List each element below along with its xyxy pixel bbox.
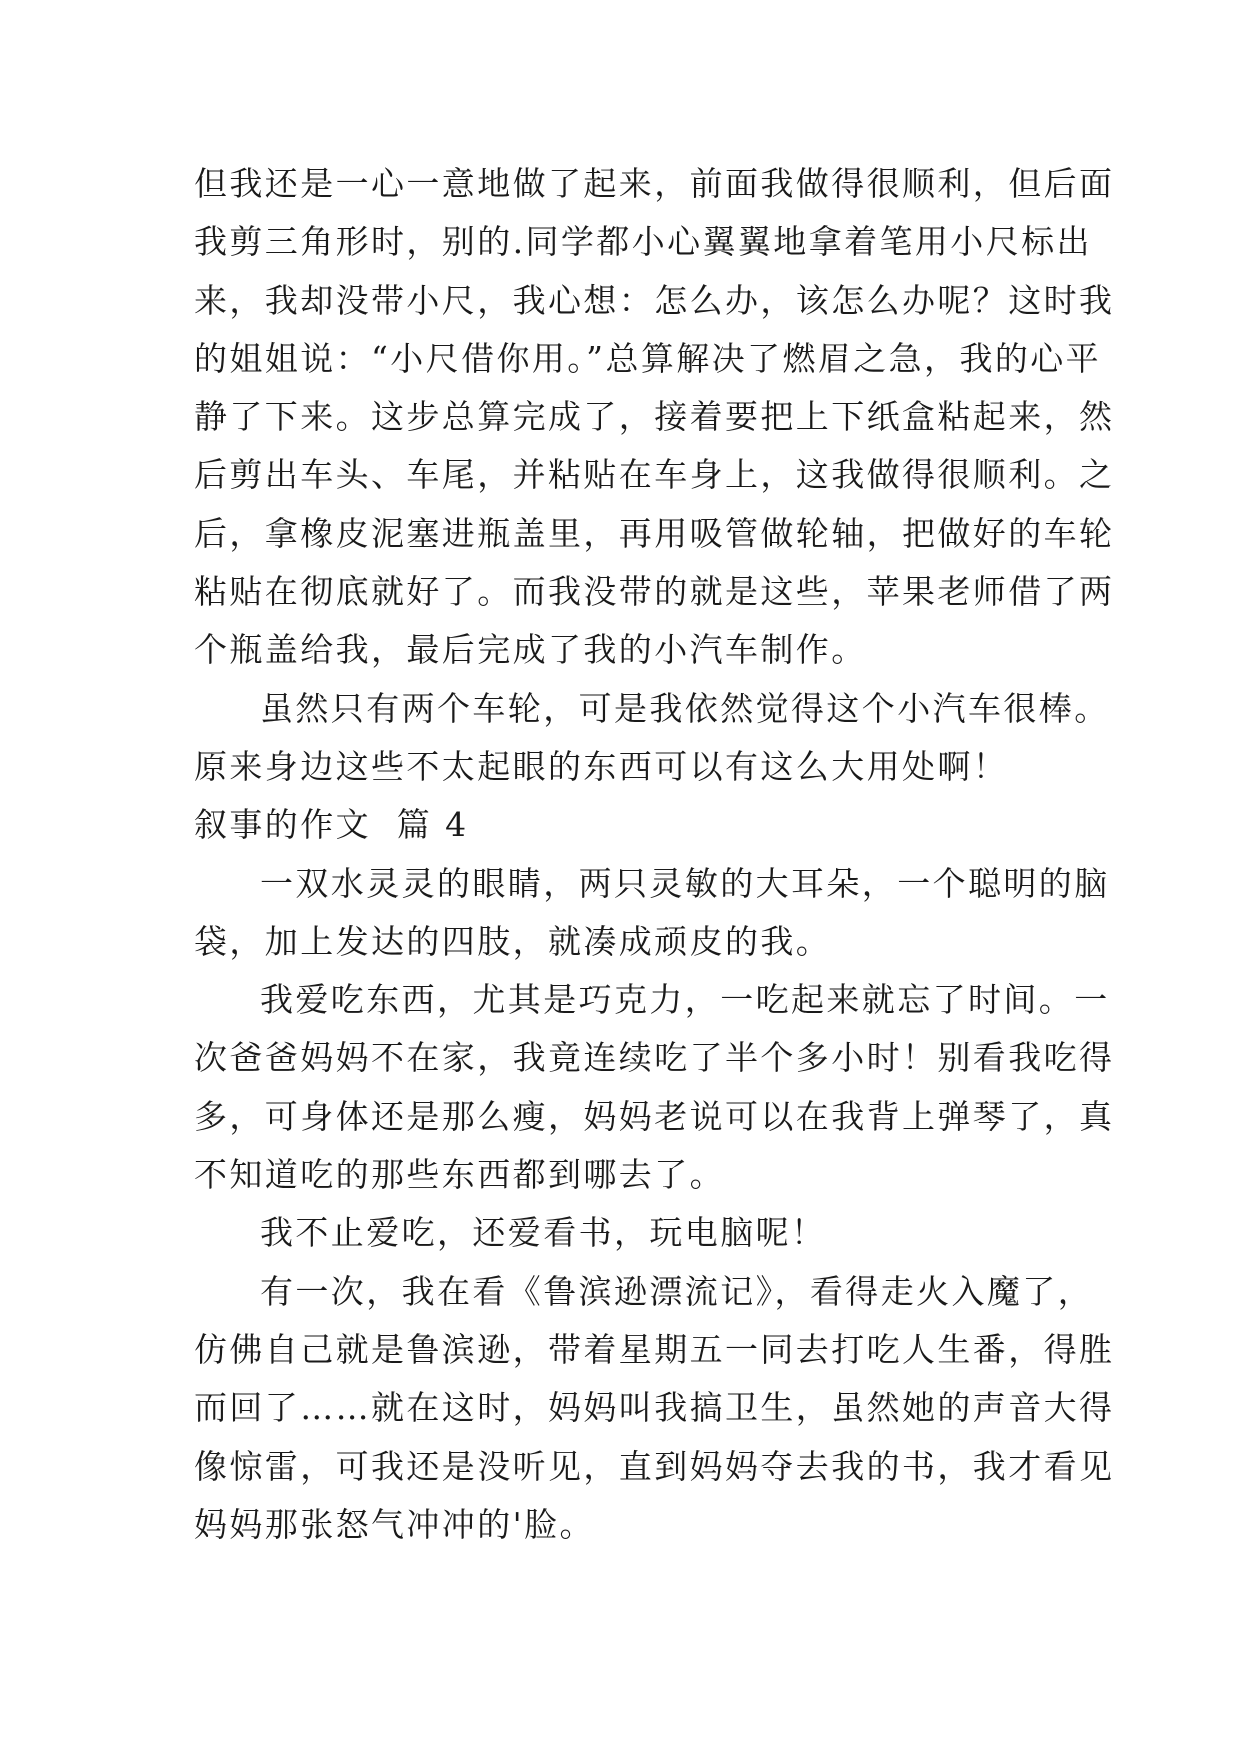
text-line: 静了下来。这步总算完成了，接着要把上下纸盒粘起来，然 xyxy=(194,397,1115,437)
text-line: 但我还是一心一意地做了起来，前面我做得很顺利，但后面 xyxy=(194,164,1115,203)
text-line: 后，拿橡皮泥塞进瓶盖里，再用吸管做轮轴，把做好的车轮 xyxy=(194,513,1115,553)
text-line: 不知道吃的那些东西都到哪去了。 xyxy=(194,1155,725,1195)
text-line: 袋，加上发达的四肢，就凑成顽皮的我。 xyxy=(194,921,832,961)
paragraph-start-line: 一双水灵灵的眼睛，两只灵敏的大耳朵，一个聪明的脑 xyxy=(260,863,1110,903)
text-line: 来，我却没带小尺，我心想：怎么办，该怎么办呢？这时我 xyxy=(194,280,1115,320)
text-line: 后剪出车头、车尾，并粘贴在车身上，这我做得很顺利。之 xyxy=(194,455,1115,495)
text-line: 个瓶盖给我，最后完成了我的小汽车制作。 xyxy=(194,630,867,670)
paragraph-start-line: 我不止爱吃，还爱看书，玩电脑呢！ xyxy=(260,1213,827,1253)
section-heading: 叙事的作文 篇 4 xyxy=(194,805,469,845)
text-line: 的姐姐说：“小尺借你用。”总算解决了燃眉之急，我的心平 xyxy=(194,338,1102,378)
text-line: 原来身边这些不太起眼的东西可以有这么大用处啊！ xyxy=(194,746,1009,786)
text-line: 我剪三角形时，别的.同学都小心翼翼地拿着笔用小尺标出 xyxy=(194,222,1092,262)
text-line: 粘贴在彻底就好了。而我没带的就是这些，苹果老师借了两 xyxy=(194,572,1115,612)
paragraph-start-line: 我爱吃东西，尤其是巧克力，一吃起来就忘了时间。一 xyxy=(260,980,1110,1020)
text-line: 次爸爸妈妈不在家，我竟连续吃了半个多小时！别看我吃得 xyxy=(194,1038,1115,1078)
text-line: 仿佛自己就是鲁滨逊，带着星期五一同去打吃人生番，得胜 xyxy=(194,1329,1115,1369)
text-line: 而回了……就在这时，妈妈叫我搞卫生，虽然她的声音大得 xyxy=(194,1388,1115,1428)
text-line: 妈妈那张怒气冲冲的'脸。 xyxy=(194,1504,595,1544)
paragraph-start-line: 虽然只有两个车轮，可是我依然觉得这个小汽车很棒。 xyxy=(260,688,1110,728)
essay-body xyxy=(194,155,1115,1554)
text-line: 像惊雷，可我还是没听见，直到妈妈夺去我的书，我才看见 xyxy=(194,1446,1115,1486)
paragraph-start-line: 有一次，我在看《鲁滨逊漂流记》，看得走火入魔了， xyxy=(260,1271,1094,1311)
text-line: 多，可身体还是那么瘦，妈妈老说可以在我背上弹琴了，真 xyxy=(194,1096,1115,1136)
